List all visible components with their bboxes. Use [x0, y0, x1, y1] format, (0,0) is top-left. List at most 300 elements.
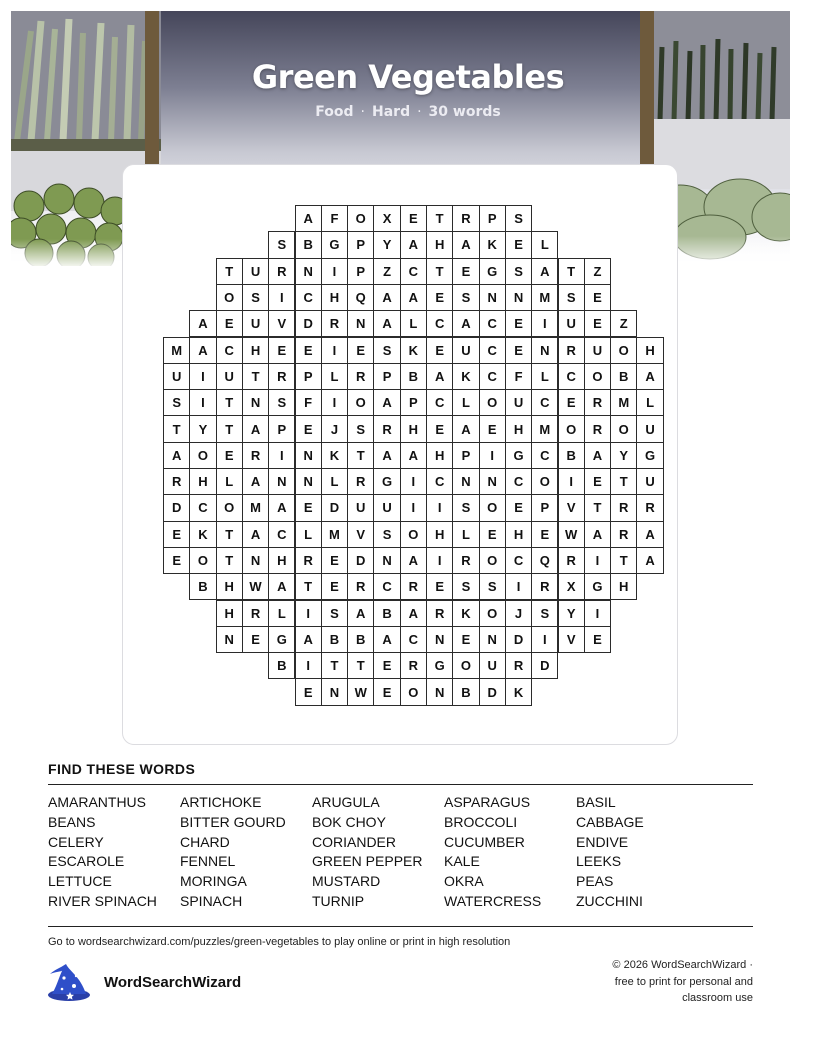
grid-cell[interactable]: E — [321, 573, 348, 600]
grid-cell[interactable]: A — [400, 231, 427, 258]
grid-cell[interactable]: E — [584, 310, 611, 337]
grid-cell[interactable]: R — [400, 573, 427, 600]
grid-cell[interactable]: P — [452, 442, 479, 469]
grid-cell[interactable]: U — [636, 415, 663, 442]
grid-cell[interactable]: I — [479, 442, 506, 469]
grid-cell[interactable]: O — [558, 415, 585, 442]
grid-cell[interactable]: A — [268, 573, 295, 600]
grid-cell[interactable]: R — [558, 547, 585, 574]
grid-cell[interactable]: A — [400, 547, 427, 574]
grid-cell[interactable]: N — [426, 626, 453, 653]
grid-cell[interactable]: G — [426, 652, 453, 679]
grid-cell[interactable]: Q — [347, 284, 374, 311]
grid-cell[interactable]: N — [347, 310, 374, 337]
grid-cell[interactable]: V — [558, 494, 585, 521]
grid-cell[interactable]: I — [321, 258, 348, 285]
grid-cell[interactable]: E — [479, 521, 506, 548]
grid-cell[interactable]: B — [189, 573, 216, 600]
grid-cell[interactable]: E — [505, 310, 532, 337]
grid-cell[interactable]: C — [373, 573, 400, 600]
grid-cell[interactable]: T — [216, 415, 243, 442]
grid-cell[interactable]: B — [347, 626, 374, 653]
grid-cell[interactable]: A — [189, 337, 216, 364]
grid-cell[interactable]: O — [531, 468, 558, 495]
grid-cell[interactable]: I — [531, 626, 558, 653]
grid-cell[interactable]: J — [321, 415, 348, 442]
grid-cell[interactable]: C — [558, 363, 585, 390]
grid-cell[interactable]: E — [373, 652, 400, 679]
grid-cell[interactable]: N — [268, 468, 295, 495]
grid-cell[interactable]: I — [321, 389, 348, 416]
grid-cell[interactable]: U — [373, 494, 400, 521]
grid-cell[interactable]: E — [584, 468, 611, 495]
grid-cell[interactable]: O — [479, 600, 506, 627]
grid-cell[interactable]: G — [268, 626, 295, 653]
grid-cell[interactable]: O — [216, 284, 243, 311]
grid-cell[interactable]: E — [295, 337, 322, 364]
grid-cell[interactable]: Z — [584, 258, 611, 285]
grid-cell[interactable]: E — [295, 494, 322, 521]
grid-cell[interactable]: B — [558, 442, 585, 469]
grid-cell[interactable]: E — [426, 337, 453, 364]
grid-cell[interactable]: T — [216, 521, 243, 548]
grid-cell[interactable]: O — [479, 547, 506, 574]
grid-cell[interactable]: S — [373, 337, 400, 364]
grid-cell[interactable]: U — [163, 363, 190, 390]
grid-cell[interactable]: Y — [558, 600, 585, 627]
grid-cell[interactable]: E — [163, 547, 190, 574]
grid-cell[interactable]: R — [347, 468, 374, 495]
grid-cell[interactable]: H — [505, 521, 532, 548]
grid-cell[interactable]: T — [163, 415, 190, 442]
grid-cell[interactable]: A — [295, 205, 322, 232]
grid-cell[interactable]: V — [268, 310, 295, 337]
grid-cell[interactable]: E — [242, 626, 269, 653]
grid-cell[interactable]: G — [505, 442, 532, 469]
grid-cell[interactable]: W — [558, 521, 585, 548]
grid-cell[interactable]: S — [452, 573, 479, 600]
grid-cell[interactable]: N — [479, 626, 506, 653]
grid-cell[interactable]: T — [216, 258, 243, 285]
grid-cell[interactable]: I — [505, 573, 532, 600]
grid-cell[interactable]: A — [584, 521, 611, 548]
grid-cell[interactable]: R — [373, 415, 400, 442]
grid-cell[interactable]: C — [426, 468, 453, 495]
grid-cell[interactable]: N — [505, 284, 532, 311]
grid-cell[interactable]: E — [216, 442, 243, 469]
grid-cell[interactable]: G — [321, 231, 348, 258]
grid-cell[interactable]: H — [426, 521, 453, 548]
grid-cell[interactable]: S — [268, 231, 295, 258]
grid-cell[interactable]: N — [479, 284, 506, 311]
grid-cell[interactable]: X — [558, 573, 585, 600]
grid-cell[interactable]: H — [321, 284, 348, 311]
grid-cell[interactable]: N — [216, 626, 243, 653]
grid-cell[interactable]: R — [452, 547, 479, 574]
grid-cell[interactable]: L — [452, 521, 479, 548]
grid-cell[interactable]: A — [452, 415, 479, 442]
grid-cell[interactable]: I — [426, 494, 453, 521]
grid-cell[interactable]: O — [216, 494, 243, 521]
grid-cell[interactable]: N — [479, 468, 506, 495]
grid-cell[interactable]: S — [558, 284, 585, 311]
grid-cell[interactable]: X — [373, 205, 400, 232]
grid-cell[interactable]: Z — [373, 258, 400, 285]
grid-cell[interactable]: A — [531, 258, 558, 285]
grid-cell[interactable]: H — [426, 442, 453, 469]
footer-link[interactable]: Go to wordsearchwizard.com/puzzles/green-vegetables to play online or print in high resolution — [48, 936, 511, 948]
grid-cell[interactable]: C — [216, 337, 243, 364]
grid-cell[interactable]: O — [610, 415, 637, 442]
grid-cell[interactable]: A — [400, 284, 427, 311]
grid-cell[interactable]: N — [321, 678, 348, 705]
grid-cell[interactable]: T — [295, 573, 322, 600]
grid-cell[interactable]: I — [295, 600, 322, 627]
grid-cell[interactable]: A — [452, 310, 479, 337]
grid-cell[interactable]: G — [584, 573, 611, 600]
grid-cell[interactable]: E — [400, 205, 427, 232]
grid-cell[interactable]: A — [242, 415, 269, 442]
grid-cell[interactable]: A — [373, 442, 400, 469]
grid-cell[interactable]: I — [321, 337, 348, 364]
grid-cell[interactable]: B — [268, 652, 295, 679]
grid-cell[interactable]: L — [321, 363, 348, 390]
grid-cell[interactable]: T — [347, 652, 374, 679]
grid-cell[interactable]: E — [426, 284, 453, 311]
grid-cell[interactable]: D — [347, 547, 374, 574]
grid-cell[interactable]: E — [505, 494, 532, 521]
grid-cell[interactable]: I — [400, 494, 427, 521]
grid-cell[interactable]: C — [426, 389, 453, 416]
grid-cell[interactable]: J — [505, 600, 532, 627]
grid-cell[interactable]: I — [584, 547, 611, 574]
grid-cell[interactable]: S — [242, 284, 269, 311]
grid-cell[interactable]: I — [268, 442, 295, 469]
grid-cell[interactable]: Y — [189, 415, 216, 442]
grid-cell[interactable]: N — [295, 258, 322, 285]
grid-cell[interactable]: G — [373, 468, 400, 495]
grid-cell[interactable]: C — [531, 442, 558, 469]
grid-cell[interactable]: K — [479, 231, 506, 258]
grid-cell[interactable]: B — [610, 363, 637, 390]
grid-cell[interactable]: O — [400, 521, 427, 548]
grid-cell[interactable]: R — [505, 652, 532, 679]
grid-cell[interactable]: D — [321, 494, 348, 521]
grid-cell[interactable]: C — [505, 547, 532, 574]
grid-cell[interactable]: S — [452, 284, 479, 311]
grid-cell[interactable]: O — [400, 678, 427, 705]
grid-cell[interactable]: S — [505, 205, 532, 232]
grid-cell[interactable]: C — [189, 494, 216, 521]
grid-cell[interactable]: C — [479, 363, 506, 390]
grid-cell[interactable]: T — [610, 468, 637, 495]
grid-cell[interactable]: E — [216, 310, 243, 337]
grid-cell[interactable]: I — [189, 389, 216, 416]
grid-cell[interactable]: T — [558, 258, 585, 285]
grid-cell[interactable]: A — [347, 600, 374, 627]
grid-cell[interactable]: F — [295, 389, 322, 416]
grid-cell[interactable]: H — [610, 573, 637, 600]
grid-cell[interactable]: V — [558, 626, 585, 653]
grid-cell[interactable]: B — [452, 678, 479, 705]
grid-cell[interactable]: O — [347, 389, 374, 416]
grid-cell[interactable]: A — [584, 442, 611, 469]
grid-cell[interactable]: R — [347, 363, 374, 390]
grid-cell[interactable]: E — [426, 415, 453, 442]
grid-cell[interactable]: C — [479, 310, 506, 337]
grid-cell[interactable]: D — [505, 626, 532, 653]
grid-cell[interactable]: L — [531, 363, 558, 390]
grid-cell[interactable]: C — [479, 337, 506, 364]
grid-cell[interactable]: F — [321, 205, 348, 232]
grid-cell[interactable]: B — [321, 626, 348, 653]
grid-cell[interactable]: K — [321, 442, 348, 469]
grid-cell[interactable]: A — [242, 468, 269, 495]
grid-cell[interactable]: E — [584, 626, 611, 653]
grid-cell[interactable]: U — [636, 468, 663, 495]
grid-cell[interactable]: I — [531, 310, 558, 337]
grid-cell[interactable]: R — [268, 363, 295, 390]
grid-cell[interactable]: A — [373, 284, 400, 311]
grid-cell[interactable]: A — [373, 389, 400, 416]
grid-cell[interactable]: S — [531, 600, 558, 627]
grid-cell[interactable]: I — [400, 468, 427, 495]
grid-cell[interactable]: E — [295, 415, 322, 442]
grid-cell[interactable]: L — [216, 468, 243, 495]
grid-cell[interactable]: R — [163, 468, 190, 495]
grid-cell[interactable]: O — [584, 363, 611, 390]
grid-cell[interactable]: A — [242, 521, 269, 548]
grid-cell[interactable]: E — [505, 337, 532, 364]
grid-cell[interactable]: G — [479, 258, 506, 285]
grid-cell[interactable]: G — [636, 442, 663, 469]
grid-cell[interactable]: S — [505, 258, 532, 285]
grid-cell[interactable]: R — [452, 205, 479, 232]
grid-cell[interactable]: U — [242, 310, 269, 337]
grid-cell[interactable]: R — [426, 600, 453, 627]
grid-cell[interactable]: D — [531, 652, 558, 679]
grid-cell[interactable]: A — [189, 310, 216, 337]
grid-cell[interactable]: Q — [531, 547, 558, 574]
grid-cell[interactable]: S — [373, 521, 400, 548]
grid-cell[interactable]: E — [505, 231, 532, 258]
grid-cell[interactable]: H — [268, 547, 295, 574]
grid-cell[interactable]: H — [189, 468, 216, 495]
grid-cell[interactable]: O — [479, 494, 506, 521]
grid-cell[interactable]: V — [347, 521, 374, 548]
grid-cell[interactable]: E — [163, 521, 190, 548]
grid-cell[interactable]: P — [347, 231, 374, 258]
grid-cell[interactable]: C — [426, 310, 453, 337]
grid-cell[interactable]: B — [295, 231, 322, 258]
grid-cell[interactable]: R — [610, 521, 637, 548]
grid-cell[interactable]: P — [295, 363, 322, 390]
grid-cell[interactable]: B — [400, 363, 427, 390]
grid-cell[interactable]: S — [321, 600, 348, 627]
grid-cell[interactable]: M — [163, 337, 190, 364]
grid-cell[interactable]: A — [373, 310, 400, 337]
grid-cell[interactable]: O — [452, 652, 479, 679]
grid-cell[interactable]: E — [531, 521, 558, 548]
grid-cell[interactable]: D — [295, 310, 322, 337]
grid-cell[interactable]: U — [558, 310, 585, 337]
grid-cell[interactable]: O — [610, 337, 637, 364]
grid-cell[interactable]: M — [321, 521, 348, 548]
grid-cell[interactable]: H — [426, 231, 453, 258]
grid-cell[interactable]: A — [636, 363, 663, 390]
grid-cell[interactable]: A — [163, 442, 190, 469]
grid-cell[interactable]: L — [452, 389, 479, 416]
grid-cell[interactable]: S — [479, 573, 506, 600]
grid-cell[interactable]: B — [373, 600, 400, 627]
letter-grid[interactable] — [163, 205, 663, 705]
grid-cell[interactable]: P — [268, 415, 295, 442]
grid-cell[interactable]: R — [347, 573, 374, 600]
grid-cell[interactable]: O — [189, 442, 216, 469]
grid-cell[interactable]: S — [163, 389, 190, 416]
grid-cell[interactable]: P — [479, 205, 506, 232]
grid-cell[interactable]: R — [531, 573, 558, 600]
grid-cell[interactable]: F — [505, 363, 532, 390]
grid-cell[interactable]: E — [321, 547, 348, 574]
grid-cell[interactable]: I — [558, 468, 585, 495]
grid-cell[interactable]: N — [242, 547, 269, 574]
grid-cell[interactable]: E — [558, 389, 585, 416]
grid-cell[interactable]: C — [268, 521, 295, 548]
grid-cell[interactable]: K — [505, 678, 532, 705]
grid-cell[interactable]: L — [268, 600, 295, 627]
grid-cell[interactable]: C — [400, 626, 427, 653]
grid-cell[interactable]: T — [426, 205, 453, 232]
grid-cell[interactable]: R — [295, 547, 322, 574]
grid-cell[interactable]: C — [531, 389, 558, 416]
grid-cell[interactable]: U — [216, 363, 243, 390]
grid-cell[interactable]: E — [426, 573, 453, 600]
grid-cell[interactable]: E — [347, 337, 374, 364]
grid-cell[interactable]: U — [452, 337, 479, 364]
grid-cell[interactable]: A — [400, 442, 427, 469]
grid-cell[interactable]: N — [295, 468, 322, 495]
grid-cell[interactable]: E — [268, 337, 295, 364]
grid-cell[interactable]: R — [584, 415, 611, 442]
grid-cell[interactable]: N — [426, 678, 453, 705]
grid-cell[interactable]: R — [636, 494, 663, 521]
grid-cell[interactable]: T — [242, 363, 269, 390]
grid-cell[interactable]: R — [268, 258, 295, 285]
grid-cell[interactable]: T — [426, 258, 453, 285]
grid-cell[interactable]: I — [584, 600, 611, 627]
grid-cell[interactable]: R — [242, 600, 269, 627]
grid-cell[interactable]: R — [558, 337, 585, 364]
grid-cell[interactable]: M — [610, 389, 637, 416]
grid-cell[interactable]: H — [216, 573, 243, 600]
grid-cell[interactable]: S — [452, 494, 479, 521]
grid-cell[interactable]: O — [189, 547, 216, 574]
grid-cell[interactable]: R — [400, 652, 427, 679]
grid-cell[interactable]: S — [347, 415, 374, 442]
grid-cell[interactable]: R — [242, 442, 269, 469]
grid-cell[interactable]: H — [636, 337, 663, 364]
grid-cell[interactable]: L — [321, 468, 348, 495]
grid-cell[interactable]: A — [452, 231, 479, 258]
brand[interactable] — [46, 962, 241, 1002]
grid-cell[interactable]: H — [400, 415, 427, 442]
grid-cell[interactable]: L — [636, 389, 663, 416]
grid-cell[interactable]: A — [636, 547, 663, 574]
grid-cell[interactable]: U — [584, 337, 611, 364]
grid-cell[interactable]: I — [268, 284, 295, 311]
grid-cell[interactable]: P — [347, 258, 374, 285]
grid-cell[interactable]: U — [242, 258, 269, 285]
grid-cell[interactable]: T — [216, 547, 243, 574]
grid-cell[interactable]: K — [189, 521, 216, 548]
grid-cell[interactable]: A — [426, 363, 453, 390]
grid-cell[interactable]: I — [426, 547, 453, 574]
grid-cell[interactable]: I — [295, 652, 322, 679]
grid-cell[interactable]: P — [400, 389, 427, 416]
grid-cell[interactable]: C — [295, 284, 322, 311]
grid-cell[interactable]: E — [584, 284, 611, 311]
grid-cell[interactable]: O — [347, 205, 374, 232]
grid-cell[interactable]: T — [584, 494, 611, 521]
grid-cell[interactable]: H — [216, 600, 243, 627]
grid-cell[interactable]: U — [479, 652, 506, 679]
grid-cell[interactable]: U — [347, 494, 374, 521]
grid-cell[interactable]: N — [531, 337, 558, 364]
grid-cell[interactable]: S — [268, 389, 295, 416]
grid-cell[interactable]: P — [373, 363, 400, 390]
grid-cell[interactable]: Y — [610, 442, 637, 469]
grid-cell[interactable]: E — [295, 678, 322, 705]
grid-cell[interactable]: T — [216, 389, 243, 416]
grid-cell[interactable]: C — [505, 468, 532, 495]
grid-cell[interactable]: Z — [610, 310, 637, 337]
grid-cell[interactable]: E — [373, 678, 400, 705]
grid-cell[interactable]: T — [610, 547, 637, 574]
grid-cell[interactable]: N — [373, 547, 400, 574]
grid-cell[interactable]: T — [347, 442, 374, 469]
grid-cell[interactable]: H — [505, 415, 532, 442]
grid-cell[interactable]: M — [242, 494, 269, 521]
grid-cell[interactable]: K — [452, 363, 479, 390]
grid-cell[interactable]: L — [295, 521, 322, 548]
grid-cell[interactable]: A — [268, 494, 295, 521]
grid-cell[interactable]: E — [452, 258, 479, 285]
grid-cell[interactable]: D — [479, 678, 506, 705]
grid-cell[interactable]: P — [531, 494, 558, 521]
grid-cell[interactable]: M — [531, 415, 558, 442]
grid-cell[interactable]: K — [452, 600, 479, 627]
grid-cell[interactable]: D — [163, 494, 190, 521]
grid-cell[interactable]: O — [479, 389, 506, 416]
grid-cell[interactable]: A — [373, 626, 400, 653]
grid-cell[interactable]: N — [242, 389, 269, 416]
grid-cell[interactable]: W — [347, 678, 374, 705]
grid-cell[interactable]: U — [505, 389, 532, 416]
grid-cell[interactable]: L — [531, 231, 558, 258]
grid-cell[interactable]: N — [452, 468, 479, 495]
grid-cell[interactable]: Y — [373, 231, 400, 258]
grid-cell[interactable]: H — [242, 337, 269, 364]
grid-cell[interactable]: A — [636, 521, 663, 548]
grid-cell[interactable]: N — [295, 442, 322, 469]
grid-cell[interactable]: L — [400, 310, 427, 337]
grid-cell[interactable]: A — [400, 600, 427, 627]
grid-cell[interactable]: A — [295, 626, 322, 653]
grid-cell[interactable]: R — [610, 494, 637, 521]
grid-cell[interactable]: R — [584, 389, 611, 416]
grid-cell[interactable]: I — [189, 363, 216, 390]
